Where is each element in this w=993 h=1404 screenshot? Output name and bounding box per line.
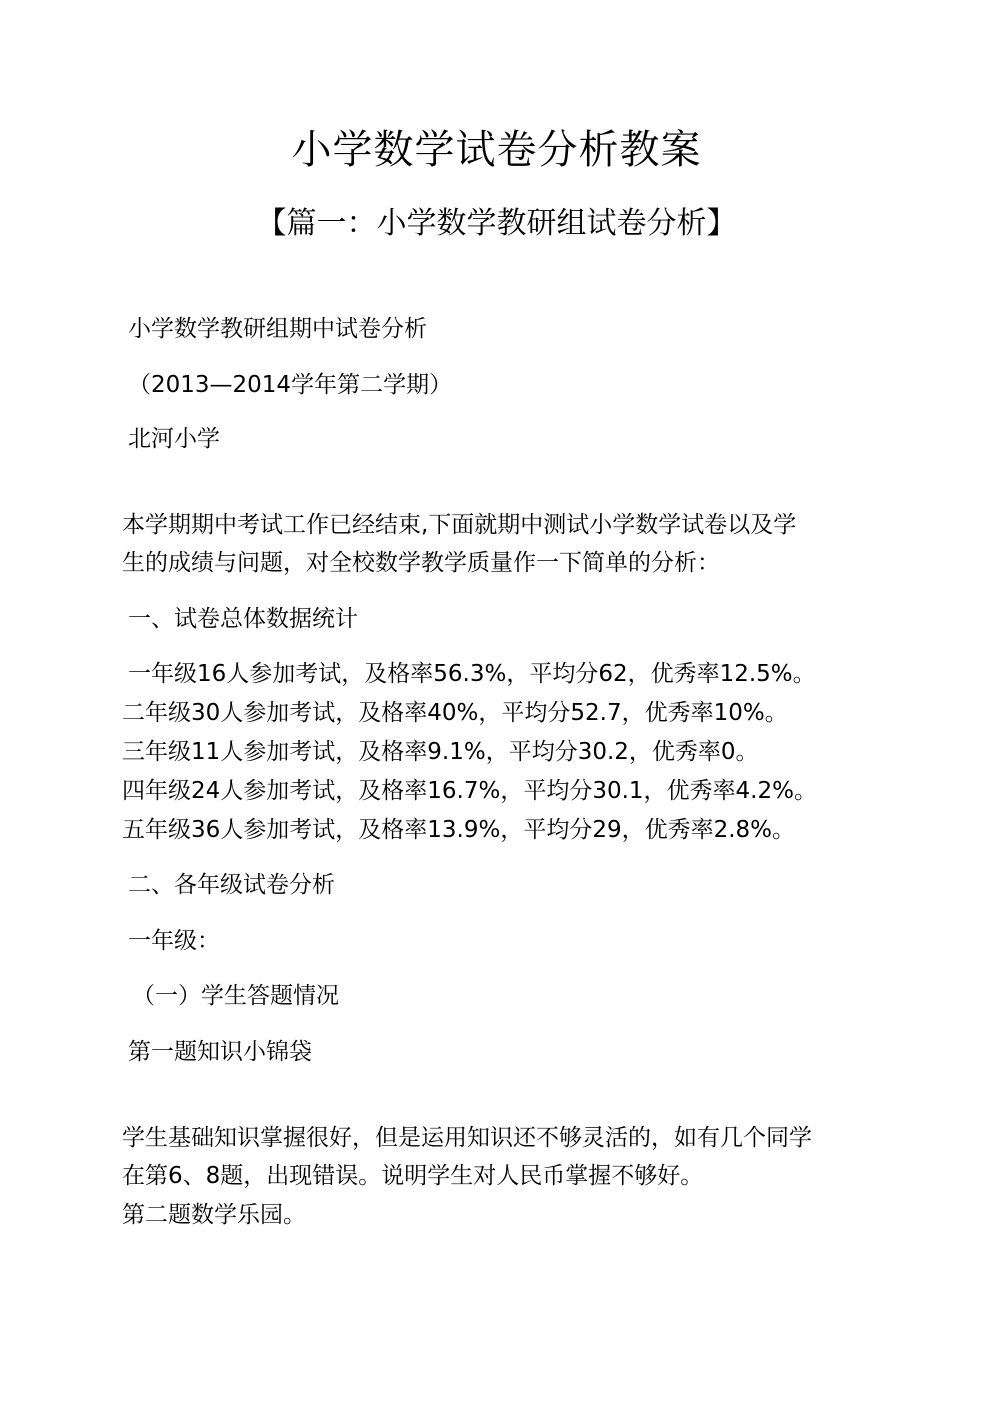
question1-heading: 第一题知识小锦袋: [128, 1039, 312, 1065]
answer-situation-heading: （一）学生答题情况: [132, 983, 339, 1009]
section1-heading: 一、试卷总体数据统计: [128, 606, 358, 632]
analysis-line-1: 学生基础知识掌握很好，但是运用知识还不够灵活的，如有几个同学: [122, 1125, 812, 1151]
stat-line-grade4: 四年级24人参加考试，及格率16.7%，平均分30.1，优秀率4.2%。: [122, 778, 817, 804]
section2-heading: 二、各年级试卷分析: [128, 872, 335, 898]
document-title: 小学数学试卷分析教案: [291, 127, 702, 173]
question2-heading: 第二题数学乐园。: [122, 1202, 306, 1228]
stat-line-grade5: 五年级36人参加考试，及格率13.9%，平均分29，优秀率2.8%。: [122, 817, 796, 843]
school-name: 北河小学: [128, 426, 220, 452]
stat-line-grade2: 二年级30人参加考试，及格率40%，平均分52.7，优秀率10%。: [122, 700, 788, 726]
analysis-line-2: 在第6、8题，出现错误。说明学生对人民币掌握不够好。: [122, 1163, 704, 1189]
stat-line-grade3: 三年级11人参加考试，及格率9.1%，平均分30.2，优秀率0。: [122, 739, 759, 765]
grade-heading: 一年级：: [128, 928, 220, 954]
intro-line-2: 生的成绩与问题，对全校数学教学质量作一下简单的分析：: [122, 550, 720, 576]
report-heading: 小学数学教研组期中试卷分析: [128, 316, 427, 342]
report-term: （2013—2014学年第二学期）: [128, 372, 453, 398]
intro-line-1: 本学期期中考试工作已经结束,下面就期中测试小学数学试卷以及学: [122, 512, 797, 538]
stat-line-grade1: 一年级16人参加考试，及格率56.3%，平均分62，优秀率12.5%。: [128, 661, 816, 687]
document-subtitle: 【篇一：小学数学教研组试卷分析】: [256, 206, 737, 241]
